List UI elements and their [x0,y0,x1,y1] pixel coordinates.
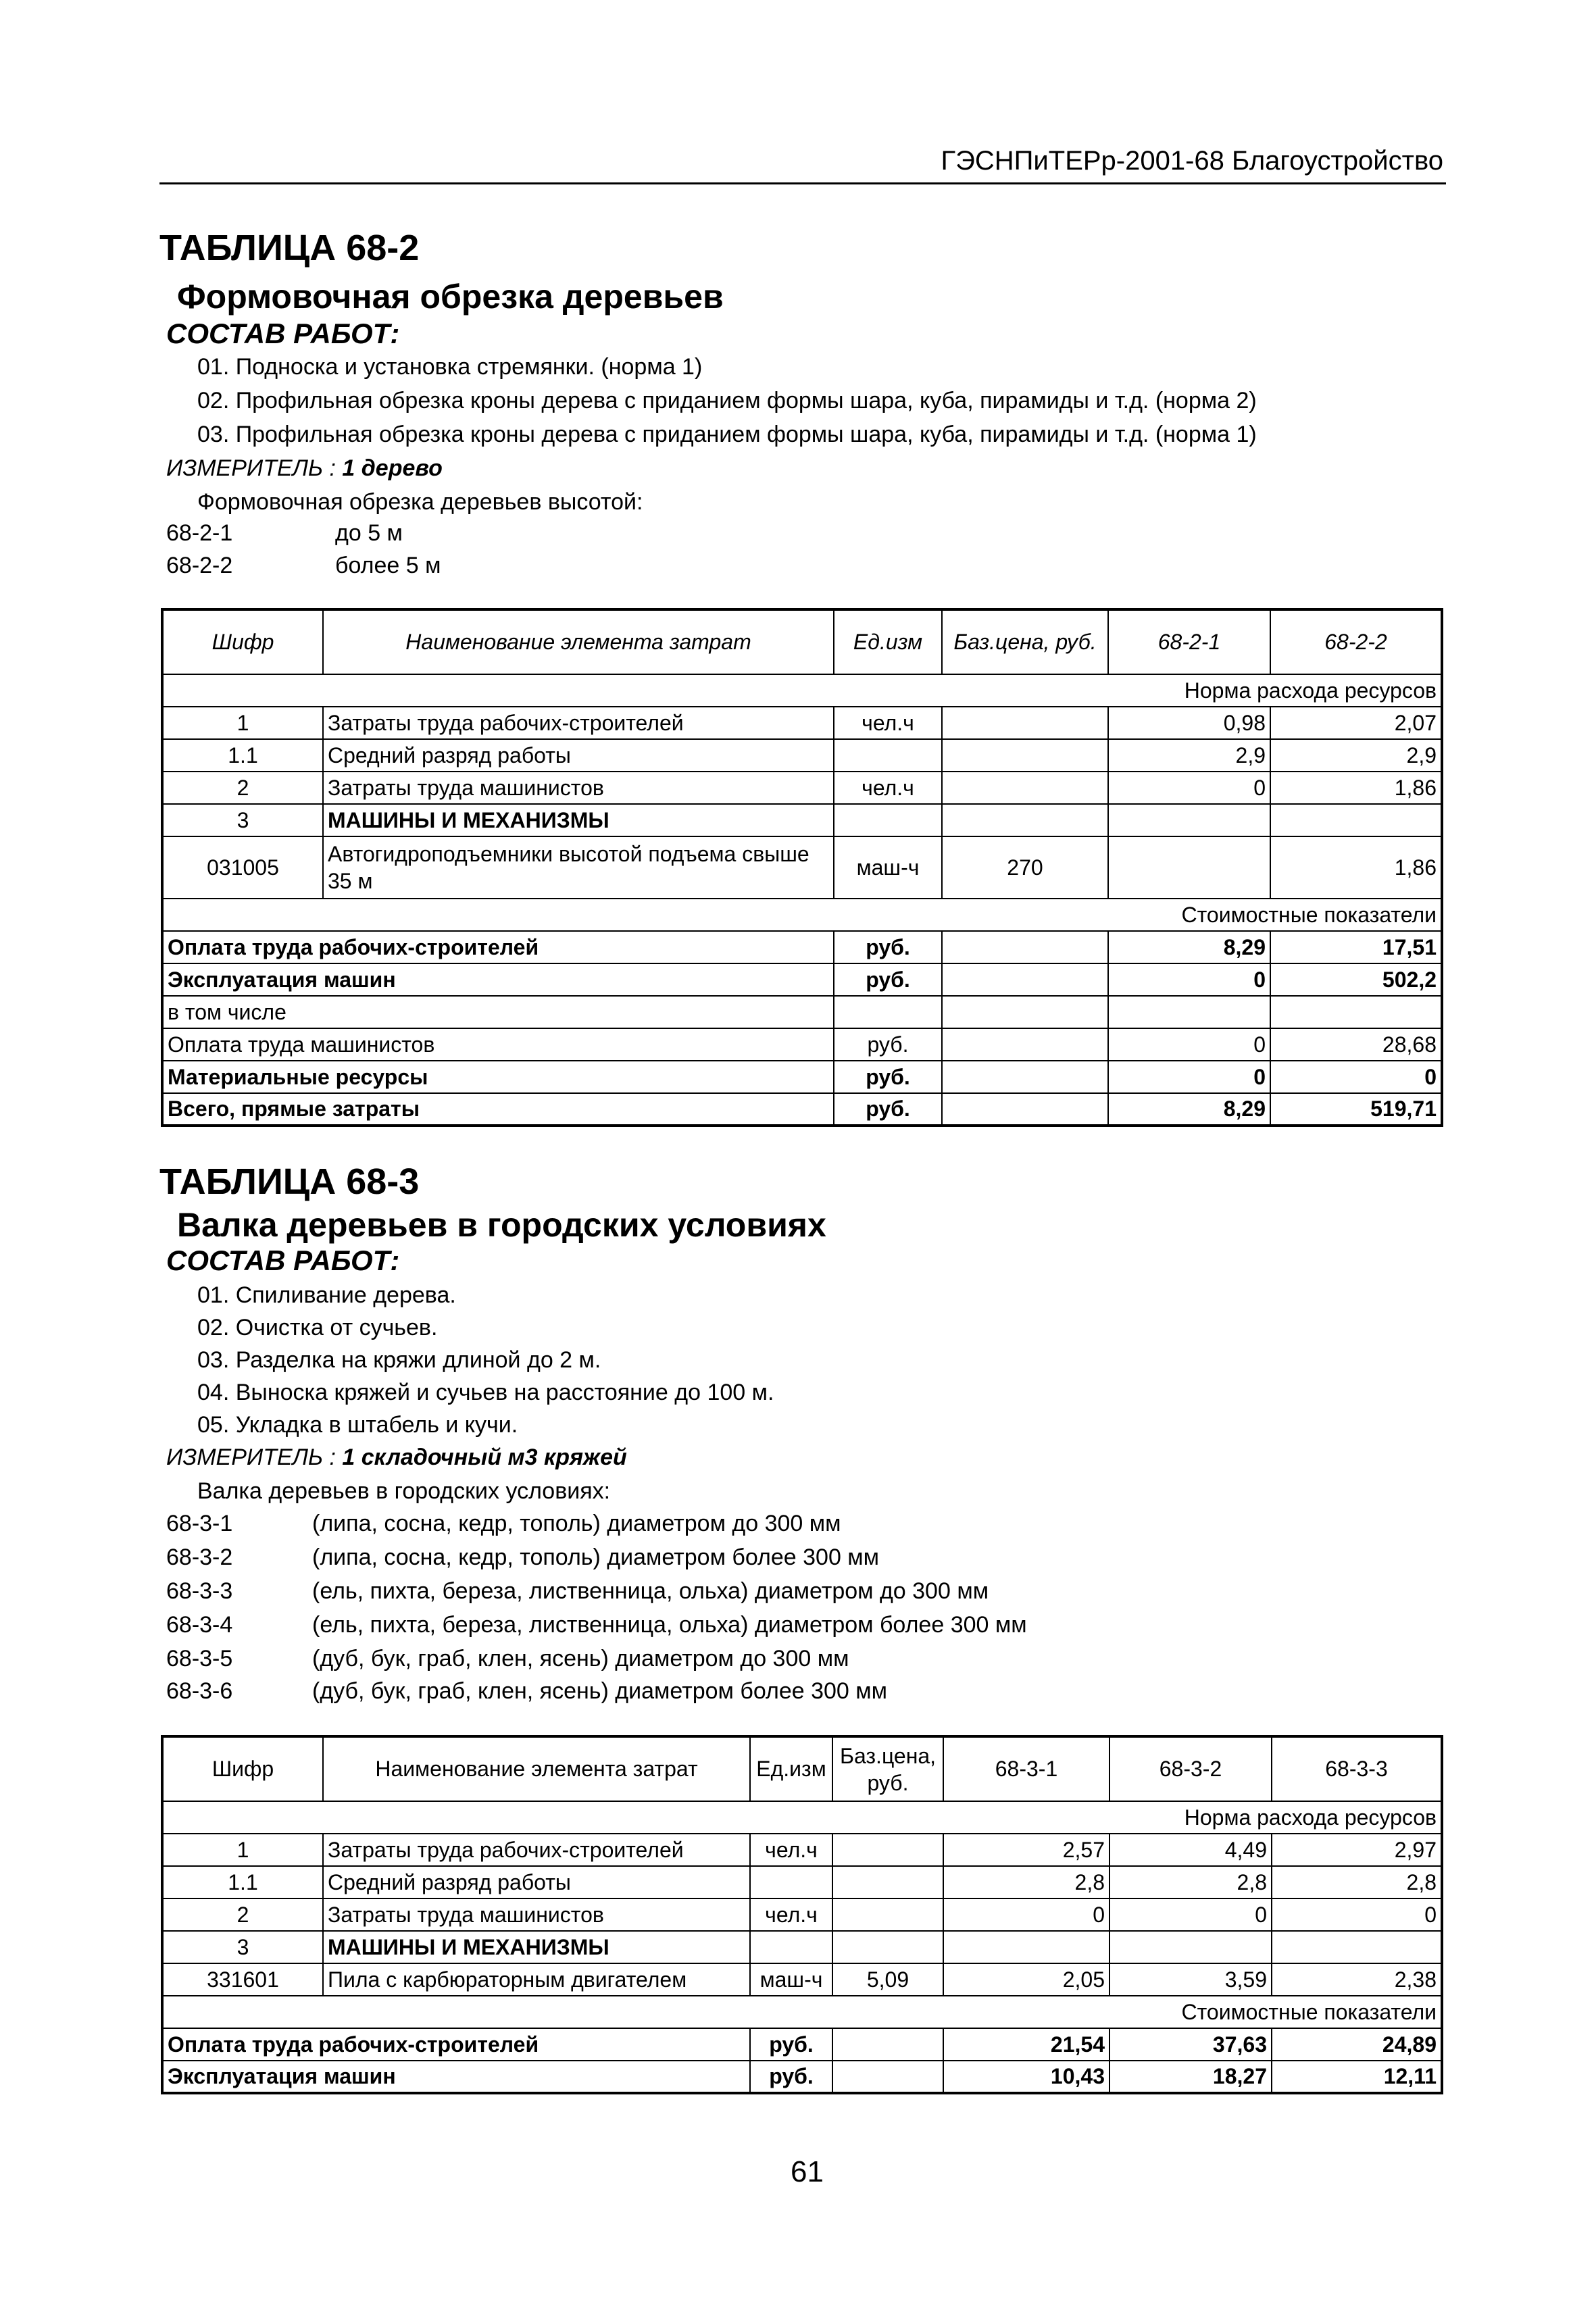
cost-name: Материальные ресурсы [162,1061,834,1093]
cell-price [942,804,1108,836]
table-68-2-title: ТАБЛИЦА 68-2 [159,228,420,268]
cell-name: МАШИНЫ И МЕХАНИЗМЫ [323,1931,750,1963]
cell-value [1270,804,1442,836]
cost-price [942,996,1108,1028]
cost-row [162,963,1442,996]
sostav-rabot-label: СОСТАВ РАБОТ: [166,1244,400,1276]
cell-price [832,1866,943,1898]
header-text: ГЭСНПиТЕРр-2001-68 Благоустройство [941,146,1443,176]
cost-value: 17,51 [1270,931,1442,963]
cell-unit: чел.ч [750,1834,832,1866]
cost-value: 0 [1108,1061,1270,1093]
cost-row [162,931,1442,963]
band-label: Норма расхода ресурсов [162,674,1442,707]
cost-value: 37,63 [1109,2028,1272,2061]
cost-unit: руб. [834,1028,942,1061]
cost-row [162,1028,1442,1061]
cell-value: 1,86 [1270,836,1442,899]
cell-code: 1 [162,1834,323,1866]
cost-price [942,963,1108,996]
cost-unit: руб. [750,2028,832,2061]
cell-name: Автогидроподъемники высотой подъема свыше 35 м [323,836,834,899]
norm-desc: (липа, сосна, кедр, тополь) диаметром до 300 мм [312,1511,841,1536]
cell-value: 3,59 [1109,1963,1272,1996]
sostav-rabot-label: СОСТАВ РАБОТ: [166,318,400,349]
norm-code: 68-3-2 [166,1544,233,1570]
work-item: 01. Спиливание дерева. [197,1282,456,1308]
cell-unit: чел.ч [834,772,942,804]
norm-code: 68-2-2 [166,553,233,578]
col-header: Ед.изм [834,609,942,674]
cell-value: 2,8 [1109,1866,1272,1898]
measure-value: 1 дерево [342,455,443,481]
cost-value: 8,29 [1108,931,1270,963]
cost-name: Оплата труда машинистов [162,1028,834,1061]
col-header: Наименование элемента затрат [323,609,834,674]
cost-unit: руб. [834,1061,942,1093]
table-68-2 [161,608,1443,1127]
work-item: 04. Выноска кряжей и сучьев на расстояние до 100 м. [197,1380,774,1405]
cost-row [162,2061,1442,2093]
table-row [162,1898,1442,1931]
cell-value: 0 [1108,772,1270,804]
table-row [162,1866,1442,1898]
col-header: 68-3-2 [1109,1736,1272,1801]
cell-value: 4,49 [1109,1834,1272,1866]
cell-price [832,1898,943,1931]
cost-value: 8,29 [1108,1093,1270,1126]
table-68-3-subtitle: Валка деревьев в городских условиях [177,1206,826,1244]
cell-code: 331601 [162,1963,323,1996]
work-item: 05. Укладка в штабель и кучи. [197,1412,518,1438]
table-row [162,739,1442,772]
cell-name: МАШИНЫ И МЕХАНИЗМЫ [323,804,834,836]
cost-price [942,1093,1108,1126]
band-row [162,1801,1442,1834]
col-header: Баз.цена, руб. [942,609,1108,674]
table-row [162,1963,1442,1996]
cell-unit: чел.ч [750,1898,832,1931]
measure-value: 1 складочный м3 кряжей [342,1444,627,1470]
cost-unit [834,996,942,1028]
band-label: Стоимостные показатели [162,899,1442,931]
cell-code: 2 [162,772,323,804]
cost-name: Всего, прямые затраты [162,1093,834,1126]
cell-code: 1.1 [162,739,323,772]
cell-value: 2,97 [1272,1834,1442,1866]
cost-value: 519,71 [1270,1093,1442,1126]
cost-value: 21,54 [943,2028,1109,2061]
cell-unit [750,1866,832,1898]
norm-code: 68-3-5 [166,1646,233,1671]
norm-desc: до 5 м [335,520,403,546]
cost-name: Эксплуатация машин [162,2061,750,2093]
col-header: 68-2-2 [1270,609,1442,674]
cost-value: 18,27 [1109,2061,1272,2093]
cost-value: 502,2 [1270,963,1442,996]
norms-intro: Валка деревьев в городских условиях: [197,1478,611,1504]
table-header-row [162,609,1442,674]
cell-name: Пила с карбюраторным двигателем [323,1963,750,1996]
cell-unit: маш-ч [834,836,942,899]
table-row [162,1931,1442,1963]
norm-code: 68-3-6 [166,1678,233,1704]
cell-name: Средний разряд работы [323,1866,750,1898]
col-header: 68-2-1 [1108,609,1270,674]
cell-value: 0 [943,1898,1109,1931]
cell-value: 0 [1272,1898,1442,1931]
cell-name: Затраты труда машинистов [323,772,834,804]
cost-value: 28,68 [1270,1028,1442,1061]
work-item: 03. Разделка на кряжи длиной до 2 м. [197,1347,601,1373]
band-label: Стоимостные показатели [162,1996,1442,2028]
cell-price [942,707,1108,739]
cost-unit: руб. [834,963,942,996]
table-row [162,772,1442,804]
measure-label: ИЗМЕРИТЕЛЬ : [166,455,336,481]
work-item: 02. Очистка от сучьев. [197,1315,438,1340]
cost-value: 10,43 [943,2061,1109,2093]
cell-price [942,739,1108,772]
table-68-2-subtitle: Формовочная обрезка деревьев [177,278,724,316]
cost-price [832,2061,943,2093]
cell-price: 5,09 [832,1963,943,1996]
cell-value: 2,05 [943,1963,1109,1996]
cost-value: 0 [1108,963,1270,996]
cell-unit [834,804,942,836]
cell-unit: маш-ч [750,1963,832,1996]
cost-unit: руб. [750,2061,832,2093]
cost-row [162,2028,1442,2061]
col-header: Баз.цена, руб. [832,1736,943,1801]
band-row [162,674,1442,707]
col-header: Шифр [162,609,323,674]
norm-code: 68-3-4 [166,1612,233,1638]
cost-price [942,1028,1108,1061]
cell-value: 2,8 [943,1866,1109,1898]
cell-price: 270 [942,836,1108,899]
page-number: 61 [791,2155,824,2188]
cost-price [832,2028,943,2061]
cell-name: Затраты труда машинистов [323,1898,750,1931]
work-item: 02. Профильная обрезка кроны дерева с приданием формы шара, куба, пирамиды и т.д. (норма 2) [197,388,1257,413]
cost-name: в том числе [162,996,834,1028]
cell-value: 2,38 [1272,1963,1442,1996]
norm-code: 68-3-3 [166,1578,233,1604]
cell-code: 3 [162,1931,323,1963]
col-header: 68-3-3 [1272,1736,1442,1801]
cost-value: 0 [1270,1061,1442,1093]
norm-desc: (ель, пихта, береза, лиственница, ольха) диаметром более 300 мм [312,1612,1027,1638]
cell-value: 2,9 [1270,739,1442,772]
cell-code: 1.1 [162,1866,323,1898]
band-row [162,899,1442,931]
table-68-3 [161,1735,1443,2094]
cost-name: Оплата труда рабочих-строителей [162,2028,750,2061]
cell-code: 031005 [162,836,323,899]
cell-value: 2,57 [943,1834,1109,1866]
work-item: 01. Подноска и установка стремянки. (норма 1) [197,354,703,380]
cost-row [162,996,1442,1028]
cost-value [1108,996,1270,1028]
cost-value [1270,996,1442,1028]
norm-code: 68-3-1 [166,1511,233,1536]
cell-value [1108,836,1270,899]
norm-desc: (липа, сосна, кедр, тополь) диаметром более 300 мм [312,1544,880,1570]
col-header: Наименование элемента затрат [323,1736,750,1801]
cost-name: Эксплуатация машин [162,963,834,996]
cell-code: 3 [162,804,323,836]
cell-value [1109,1931,1272,1963]
table-row [162,1834,1442,1866]
col-header: Ед.изм [750,1736,832,1801]
table-row [162,707,1442,739]
norm-desc: более 5 м [335,553,441,578]
cost-unit: руб. [834,1093,942,1126]
norms-intro: Формовочная обрезка деревьев высотой: [197,489,643,515]
measure-label: ИЗМЕРИТЕЛЬ : [166,1444,336,1470]
cell-name: Средний разряд работы [323,739,834,772]
cell-price [832,1834,943,1866]
cost-row [162,1093,1442,1126]
cell-value: 2,9 [1108,739,1270,772]
cell-price [832,1931,943,1963]
cell-value [1272,1931,1442,1963]
cost-value: 0 [1108,1028,1270,1061]
cell-unit [750,1931,832,1963]
col-header: 68-3-1 [943,1736,1109,1801]
work-item: 03. Профильная обрезка кроны дерева с приданием формы шара, куба, пирамиды и т.д. (норма 1) [197,422,1257,447]
cost-row [162,1061,1442,1093]
measure-line [166,455,443,482]
norm-code: 68-2-1 [166,520,233,546]
cell-unit [834,739,942,772]
cell-unit: чел.ч [834,707,942,739]
cell-value: 2,8 [1272,1866,1442,1898]
table-row [162,836,1442,899]
cost-name: Оплата труда рабочих-строителей [162,931,834,963]
cost-value: 12,11 [1272,2061,1442,2093]
norm-desc: (дуб, бук, граб, клен, ясень) диаметром более 300 мм [312,1678,888,1704]
cell-name: Затраты труда рабочих-строителей [323,1834,750,1866]
cell-code: 2 [162,1898,323,1931]
cell-value [943,1931,1109,1963]
cell-name: Затраты труда рабочих-строителей [323,707,834,739]
cell-price [942,772,1108,804]
cost-price [942,931,1108,963]
cell-value: 2,07 [1270,707,1442,739]
table-68-3-title: ТАБЛИЦА 68-3 [159,1161,420,1202]
cell-code: 1 [162,707,323,739]
cell-value: 1,86 [1270,772,1442,804]
running-header [159,139,1446,184]
table-header-row [162,1736,1442,1801]
cost-value: 24,89 [1272,2028,1442,2061]
band-label: Норма расхода ресурсов [162,1801,1442,1834]
measure-line [166,1444,627,1471]
cell-value: 0 [1109,1898,1272,1931]
col-header: Шифр [162,1736,323,1801]
cell-value [1108,804,1270,836]
cost-price [942,1061,1108,1093]
norm-desc: (ель, пихта, береза, лиственница, ольха) диаметром до 300 мм [312,1578,989,1604]
band-row [162,1996,1442,2028]
cell-value: 0,98 [1108,707,1270,739]
cost-unit: руб. [834,931,942,963]
norm-desc: (дуб, бук, граб, клен, ясень) диаметром до 300 мм [312,1646,849,1671]
table-row [162,804,1442,836]
